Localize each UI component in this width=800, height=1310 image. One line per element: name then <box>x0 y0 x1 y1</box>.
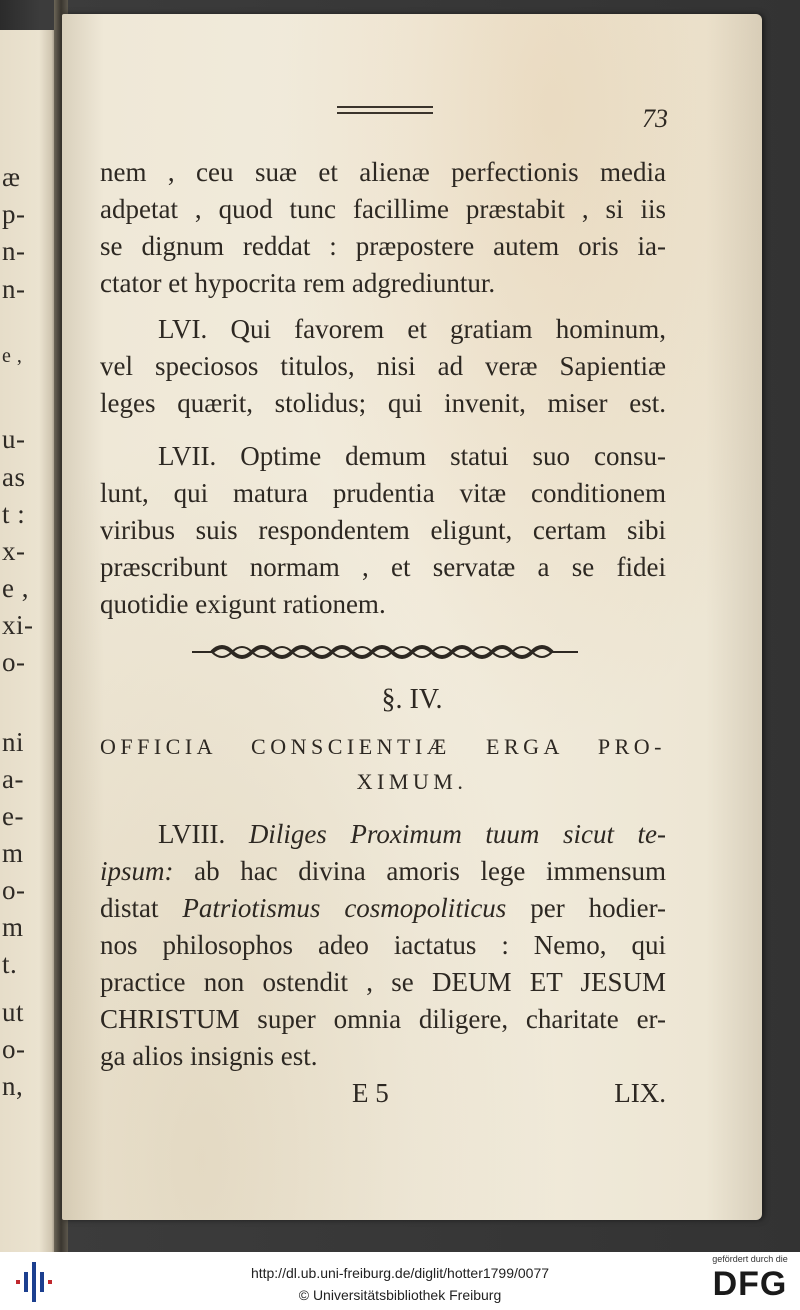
facing-page-fragment: n- <box>2 274 26 304</box>
paragraph-lviii-line <box>158 816 666 852</box>
facing-page-fragment: e- <box>2 801 24 831</box>
text-span: distat <box>100 893 159 923</box>
italic-text: Diliges Proximum tuum sicut te- <box>248 819 666 849</box>
paragraph-lviii-line: practice non ostendit , se DEUM ET JESUM <box>100 967 666 997</box>
facing-page-fragment: x- <box>2 536 26 566</box>
facing-page-fragment: p- <box>2 199 26 229</box>
signature-mark: E 5 <box>352 1078 389 1108</box>
facing-page-fragment: u- <box>2 424 26 454</box>
facing-page-edge <box>0 30 56 1252</box>
text-span: per hodier- <box>530 893 667 923</box>
facing-page-fragment: m <box>2 838 24 868</box>
page-number: 73 <box>642 104 668 133</box>
paragraph-lviii-line <box>100 853 666 889</box>
dfg-logo <box>705 1254 795 1308</box>
header-rule <box>337 106 433 108</box>
text-line: se dignum reddat : præpostere autem oris ia- <box>100 231 666 261</box>
header-rule <box>337 112 433 114</box>
paragraph-lvii-line: viribus suis respondentem eligunt, certam sibi <box>100 515 666 545</box>
facing-page-fragment: m <box>2 912 24 942</box>
catchword: LIX. <box>614 1078 666 1108</box>
text-span: ab hac divina amoris lege immensum <box>194 856 667 886</box>
ornamental-divider <box>190 640 580 664</box>
book-page <box>62 14 762 1220</box>
facing-page-fragment: xi- <box>2 610 34 640</box>
dfg-tagline: gefördert durch die <box>712 1254 788 1264</box>
copyright-notice: © Universitätsbibliothek Freiburg <box>298 1287 502 1303</box>
facing-page-fragment: æ <box>2 162 21 192</box>
paragraph-lvii-line: præscribunt normam , et servatæ a se fidei <box>100 552 666 582</box>
source-url[interactable]: http://dl.ub.uni-freiburg.de/diglit/hotter1799/0077 <box>250 1265 550 1281</box>
text-line: adpetat , quod tunc facillime præstabit , si iis <box>100 194 666 224</box>
facing-page-fragment: t : <box>2 499 26 529</box>
paragraph-number: LVIII. <box>158 819 226 849</box>
paragraph-lviii-line <box>100 890 666 926</box>
facing-page-fragment: e , <box>2 573 29 603</box>
section-heading: OFFICIA CONSCIENTIÆ ERGA PRO- <box>100 734 666 759</box>
facing-page-fragment: e , <box>2 345 23 367</box>
viewer-footer <box>0 1252 800 1310</box>
dfg-wordmark: DFG <box>712 1265 788 1303</box>
paragraph-lvi-line: vel speciosos titulos, nisi ad veræ Sapientiæ <box>100 351 666 381</box>
facing-page-fragment: ut <box>2 997 25 1027</box>
facing-page-fragment: t. <box>2 949 18 979</box>
facing-page-fragment: o- <box>2 1034 26 1064</box>
text-line: ctator et hypocrita rem adgrediuntur. <box>100 268 496 298</box>
paragraph-lviii-line: ga alios insignis est. <box>100 1041 318 1071</box>
paragraph-lvii-line: quotidie exigunt rationem. <box>100 589 386 619</box>
paragraph-lviii-line: CHRISTUM super omnia diligere, charitate er- <box>100 1004 666 1034</box>
italic-text: Patriotismus cosmopoliticus <box>182 893 507 923</box>
italic-text: ipsum: <box>100 856 174 886</box>
text-line: nem , ceu suæ et alienæ perfectionis media <box>100 157 666 187</box>
facing-page-fragment: a- <box>2 764 24 794</box>
paragraph-lvii-line: LVII. Optime demum statui suo consu- <box>158 441 666 471</box>
facing-page-fragment: as <box>2 462 26 492</box>
paragraph-lvi-line: leges quærit, stolidus; qui invenit, miser est. <box>100 388 666 418</box>
facing-page-fragment: o- <box>2 875 26 905</box>
paragraph-lviii-line: nos philosophos adeo iactatus : Nemo, qui <box>100 930 666 960</box>
facing-page-fragment: n- <box>2 236 26 266</box>
section-number: §. IV. <box>381 684 443 715</box>
paragraph-lvii-line: lunt, qui matura prudentia vitæ conditionem <box>100 478 666 508</box>
section-heading: XIMUM. <box>356 769 468 794</box>
facing-page-fragment: o- <box>2 647 26 677</box>
facing-page-fragment: ni <box>2 727 25 757</box>
facing-page-fragment: n, <box>2 1071 24 1101</box>
paragraph-lvi-line: LVI. Qui favorem et gratiam hominum, <box>158 314 666 344</box>
